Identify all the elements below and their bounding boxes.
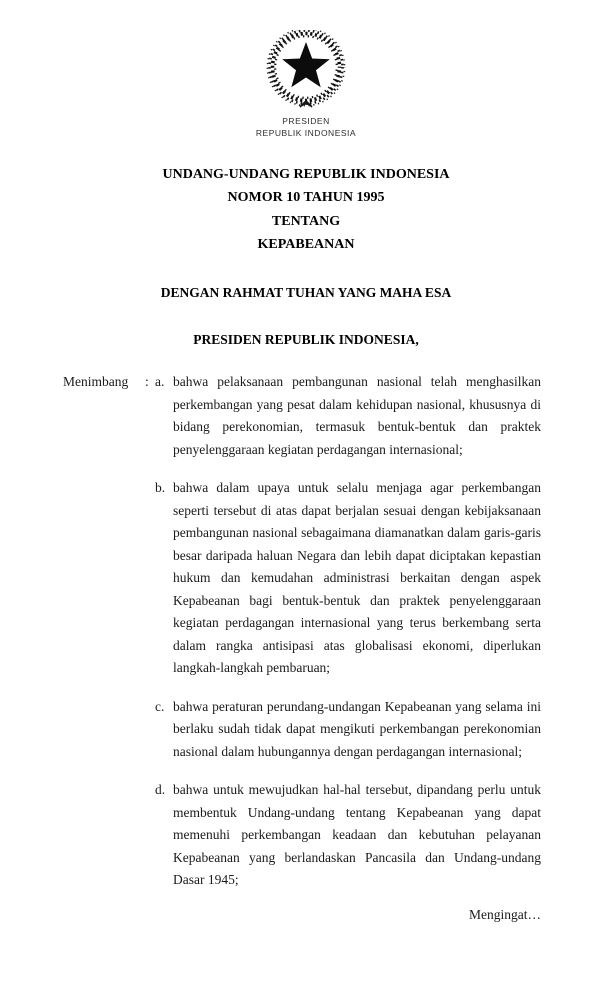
catchword: Mengingat…: [469, 906, 541, 922]
law-title-line1: UNDANG-UNDANG REPUBLIK INDONESIA: [162, 167, 450, 182]
item-text: bahwa untuk mewujudkan hal-hal tersebut, dipandang perlu untuk membentuk Undang-undang tentang Kepabeanan yang dapat memenuhi perkembangan keadaan dan kebutuhan pelayanan Kepabeanan yang berlandaskan Pancasila dan Undang-undang Dasar 1945;: [173, 782, 541, 888]
item-letter: b.: [155, 480, 166, 496]
law-title-line3: TENTANG: [271, 213, 341, 229]
item-letter: c.: [155, 698, 165, 714]
authority-line: PRESIDEN REPUBLIK INDONESIA,: [193, 332, 419, 348]
considerations-section: [63, 371, 541, 892]
law-title: [0, 163, 612, 256]
consideration-item-b: [155, 477, 541, 680]
consideration-item-c: [155, 696, 541, 764]
institution-name: [0, 115, 612, 139]
law-title-line2: NOMOR 10 TAHUN 1995: [227, 190, 385, 206]
institution-line-presiden: PRESIDEN: [282, 116, 330, 126]
institution-line-republik-indonesia: REPUBLIK INDONESIA: [255, 128, 357, 138]
consideration-item-a: [155, 371, 541, 461]
item-text: bahwa dalam upaya untuk selalu menjaga agar perkembangan seperti tersebut di atas dapat berjalan sesuai dengan kebijaksanaan pembangunan nasional sebagaimana diamanatkan dalam garis-garis besar daripada haluan Negara dan lebih dapat diciptakan kepastian hukum dan kemudahan administrasi berkaitan dengan aspek Kepabeanan bagi bentuk-bentuk dan praktek penyelenggaraan kegiatan perdagangan internasional yang terus berkembang serta dalam rangka antisipasi atas globalisasi ekonomi, diperlukan langkah-langkah pembaruan;: [173, 480, 541, 676]
item-letter: a.: [155, 374, 165, 390]
presidential-star-wreath-seal-icon: [262, 30, 350, 108]
item-text: bahwa pelaksanaan pembangunan nasional telah menghasilkan perkembangan yang pesat dalam kehidupan nasional, khususnya di bidang perekonomian, termasuk bentuk-bentuk dan praktek penyelenggaraan kegiatan perdagangan internasional;: [173, 374, 541, 457]
item-letter: d.: [155, 782, 166, 798]
law-title-line4: KEPABEANAN: [257, 236, 355, 252]
item-text: bahwa peraturan perundang-undangan Kepabeanan yang selama ini berlaku sudah tidak dapat mengikuti perkembangan perekonomian nasional dalam hubungannya dengan perdagangan internasional;: [173, 698, 541, 759]
considerations-separator: :: [145, 374, 149, 390]
invocation-line: DENGAN RAHMAT TUHAN YANG MAHA ESA: [160, 285, 452, 301]
considerations-label: Menimbang: [63, 374, 129, 390]
considerations-list: [155, 371, 541, 892]
letterhead: [0, 0, 612, 139]
consideration-item-d: [155, 779, 541, 892]
